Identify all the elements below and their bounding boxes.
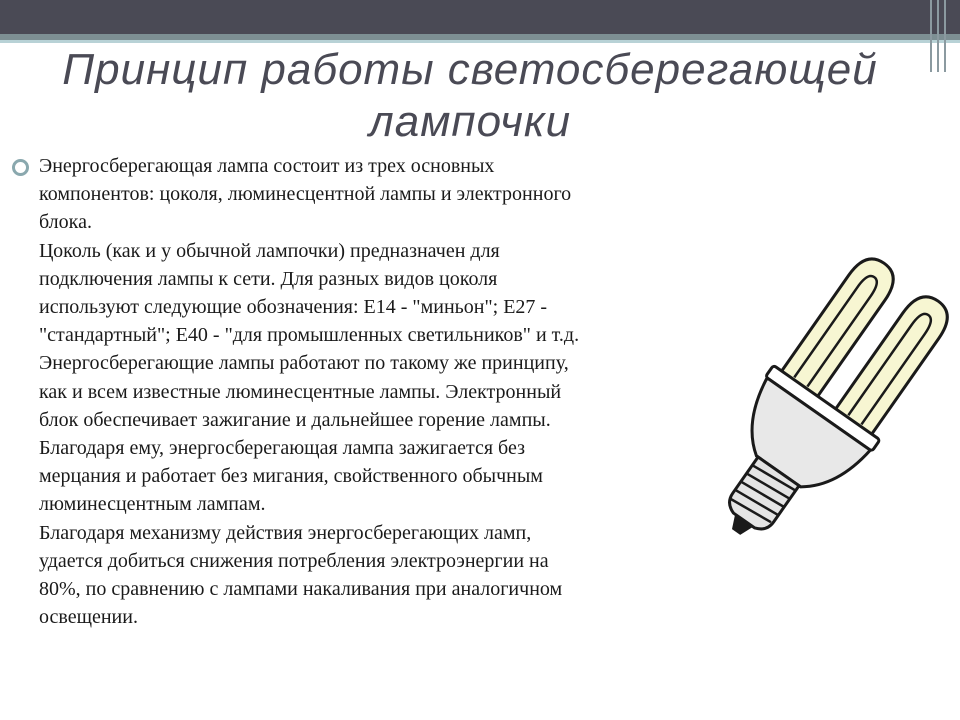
- text-line: Благодаря ему, энергосберегающая лампа зажигается без: [39, 437, 525, 460]
- bullet-icon: [12, 159, 29, 176]
- text-line: компонентов: цоколя, люминесцентной лампы и электронного: [39, 183, 572, 206]
- title-line: лампочки: [368, 97, 572, 146]
- bullet-paragraph: [39, 152, 699, 631]
- text-line: используют следующие обозначения: E14 - "миньон"; E27 -: [39, 296, 548, 319]
- text-line: блока.: [39, 211, 92, 234]
- text-line: люминесцентным лампам.: [39, 493, 266, 516]
- header-accent-stripe: [0, 40, 960, 43]
- text-line: Благодаря механизму действия энергосберегающих ламп,: [39, 521, 532, 544]
- text-line: как и всем известные люминесцентные лампы. Электронный: [39, 380, 562, 403]
- text-line: блок обеспечивает зажигание и дальнейшее горение лампы.: [39, 408, 551, 431]
- text-line: Энергосберегающая лампа состоит из трех основных: [39, 155, 495, 177]
- decorative-lines: [926, 0, 952, 72]
- text-line: 80%, по сравнению с лампами накаливания при аналогичном: [39, 578, 563, 601]
- text-line: Энергосберегающие лампы работают по такому же принципу,: [39, 352, 569, 375]
- text-line: мерцания и работает без мигания, свойственного обычным: [39, 465, 543, 488]
- energy-saving-lamp-icon: [700, 230, 950, 580]
- page-title: [40, 44, 900, 148]
- text-line: подключения лампы к сети. Для разных видов цоколя: [39, 267, 498, 290]
- text-line: удается добиться снижения потребления электроэнергии на: [39, 549, 549, 572]
- title-line: Принцип работы светосберегающей: [62, 45, 878, 94]
- header-bar: [0, 0, 960, 34]
- text-line: Цоколь (как и у обычной лампочки) предназначен для: [39, 239, 500, 262]
- text-line: освещении.: [39, 606, 138, 629]
- text-line: "стандартный"; E40 - "для промышленных светильников" и т.д.: [39, 324, 580, 347]
